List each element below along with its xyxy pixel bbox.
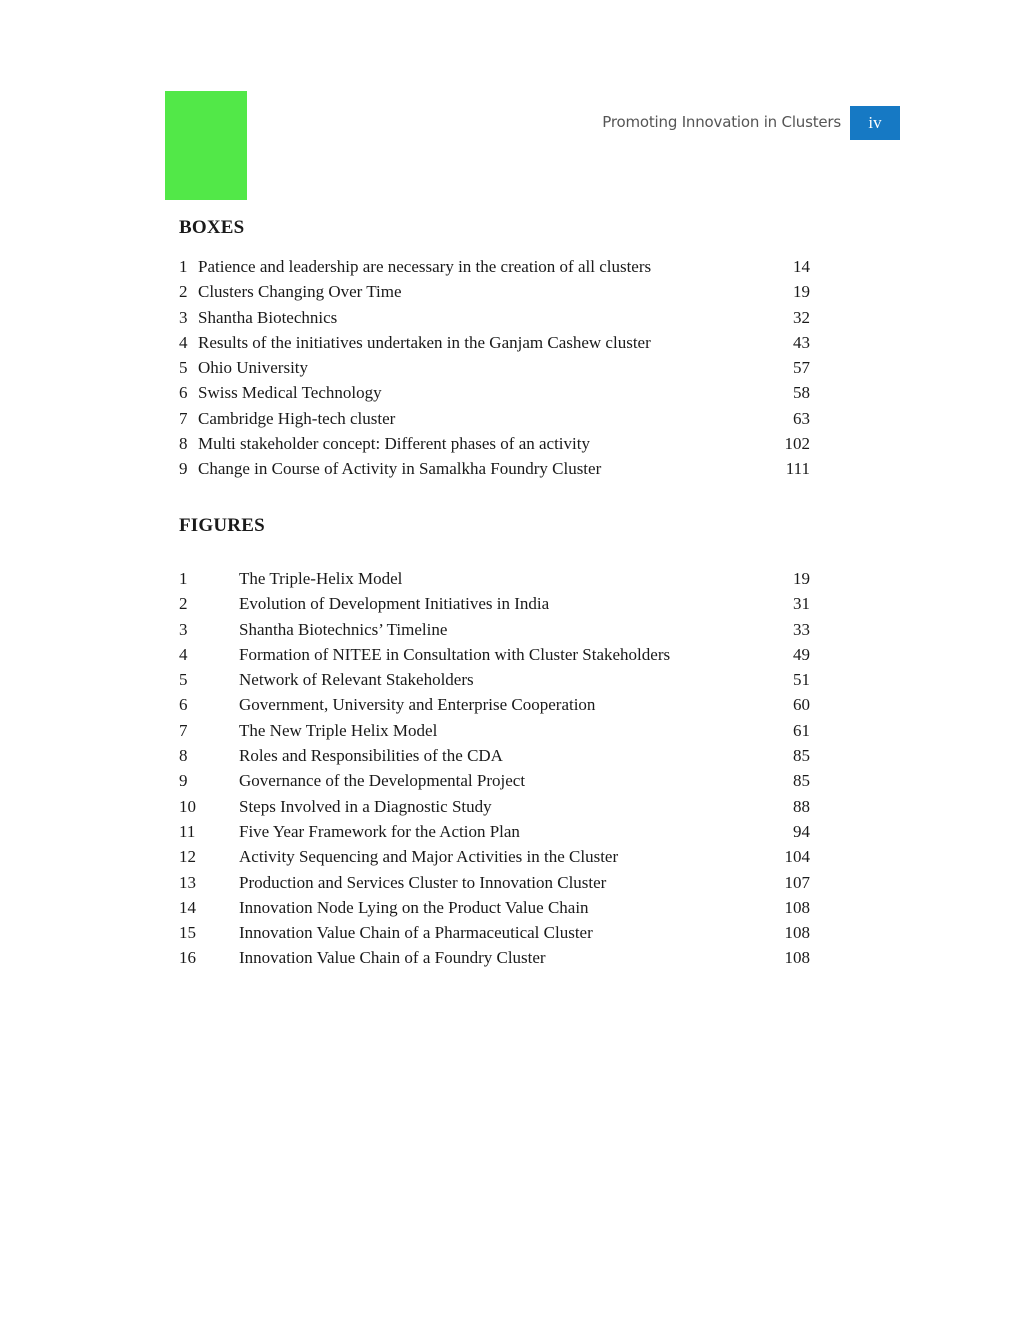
entry-page-number: 61 — [793, 720, 810, 740]
entry-number: 8 — [179, 434, 188, 454]
entry-page-number: 33 — [793, 619, 810, 639]
figure-entry — [179, 821, 810, 846]
entry-page-number: 14 — [793, 257, 810, 276]
entry-page-number: 32 — [793, 307, 810, 327]
box-entry — [179, 357, 810, 382]
entry-number: 12 — [179, 847, 196, 867]
figure-entry — [179, 846, 810, 871]
box-entry — [179, 382, 810, 407]
entry-page-number: 94 — [793, 821, 810, 841]
figure-entry — [179, 644, 810, 669]
entry-number: 4 — [179, 644, 188, 664]
figure-entry — [179, 745, 810, 770]
figure-entry — [179, 593, 810, 618]
page-number-tab: iv — [850, 106, 900, 140]
figure-entry — [179, 619, 810, 644]
entry-title: Innovation Value Chain of a Foundry Cluster — [239, 948, 546, 968]
box-entry — [179, 332, 810, 357]
entry-title: Shantha Biotechnics’ Timeline — [239, 619, 448, 639]
entry-page-number: 51 — [793, 670, 810, 690]
entry-number: 11 — [179, 821, 196, 841]
entry-title: Evolution of Development Initiatives in India — [239, 594, 550, 614]
figure-entry — [179, 720, 810, 745]
box-entry — [179, 458, 810, 483]
entry-title: Multi stakeholder concept: Different phases of an activity — [198, 434, 590, 454]
entry-number: 16 — [179, 948, 196, 968]
entry-number: 8 — [179, 746, 188, 766]
entry-page-number: 85 — [793, 746, 810, 766]
entry-page-number: 58 — [793, 383, 810, 403]
entry-title: Clusters Changing Over Time — [198, 282, 402, 302]
entry-title: Cambridge High-tech cluster — [198, 408, 396, 428]
entry-number: 1 — [179, 257, 188, 276]
figure-entry — [179, 796, 810, 821]
entry-page-number: 107 — [784, 872, 810, 892]
entry-page-number: 49 — [793, 644, 810, 664]
entry-number: 2 — [179, 594, 188, 614]
entry-number: 2 — [179, 282, 188, 302]
figure-entry — [179, 770, 810, 795]
entry-title: Government, University and Enterprise Cooperation — [239, 695, 596, 715]
entry-number: 15 — [179, 923, 196, 943]
box-entry — [179, 256, 810, 281]
entry-page-number: 31 — [793, 594, 810, 614]
entry-number: 5 — [179, 358, 188, 378]
running-title: Promoting Innovation in Clusters — [602, 113, 841, 131]
box-entry — [179, 281, 810, 306]
entry-number: 6 — [179, 383, 188, 403]
entry-page-number: 111 — [785, 459, 810, 479]
boxes-list — [179, 256, 810, 484]
entry-title: Roles and Responsibilities of the CDA — [239, 746, 503, 766]
entry-number: 7 — [179, 408, 188, 428]
entry-title: Production and Services Cluster to Innovation Cluster — [239, 872, 607, 892]
entry-title: Governance of the Developmental Project — [239, 771, 526, 791]
entry-page-number: 108 — [784, 897, 810, 917]
entry-title: Change in Course of Activity in Samalkha Foundry Cluster — [198, 459, 602, 479]
entry-page-number: 104 — [784, 847, 810, 867]
entry-title: Formation of NITEE in Consultation with Cluster Stakeholders — [239, 644, 671, 664]
entry-title: Steps Involved in a Diagnostic Study — [239, 796, 492, 816]
entry-page-number: 85 — [793, 771, 810, 791]
entry-number: 14 — [179, 897, 196, 917]
box-entry — [179, 307, 810, 332]
entry-title: Innovation Value Chain of a Pharmaceutical Cluster — [239, 923, 593, 943]
entry-number: 6 — [179, 695, 188, 715]
entry-page-number: 102 — [784, 434, 810, 454]
entry-number: 9 — [179, 459, 188, 479]
entry-number: 5 — [179, 670, 188, 690]
entry-number: 7 — [179, 720, 188, 740]
entry-page-number: 60 — [793, 695, 810, 715]
entry-title: The New Triple Helix Model — [239, 720, 438, 740]
entry-title: Results of the initiatives undertaken in the Ganjam Cashew cluster — [198, 332, 651, 352]
chapter-color-block — [165, 91, 247, 200]
entry-page-number: 43 — [793, 332, 810, 352]
entry-number: 10 — [179, 796, 196, 816]
entry-page-number: 88 — [793, 796, 810, 816]
figure-entry — [179, 669, 810, 694]
box-entry — [179, 433, 810, 458]
entry-number: 1 — [179, 569, 188, 588]
boxes-heading: BOXES — [179, 217, 245, 238]
entry-number: 3 — [179, 619, 188, 639]
figure-entry — [179, 947, 810, 972]
entry-page-number: 57 — [793, 358, 810, 378]
entry-page-number: 108 — [784, 948, 810, 968]
entry-title: Network of Relevant Stakeholders — [239, 670, 474, 690]
entry-title: Innovation Node Lying on the Product Value Chain — [239, 897, 589, 917]
entry-number: 4 — [179, 332, 188, 352]
entry-page-number: 108 — [784, 923, 810, 943]
entry-title: Shantha Biotechnics — [198, 307, 338, 327]
figure-entry — [179, 568, 810, 593]
entry-title: Swiss Medical Technology — [198, 383, 382, 403]
entry-number: 9 — [179, 771, 188, 791]
figures-heading: FIGURES — [179, 515, 265, 536]
entry-number: 13 — [179, 872, 196, 892]
entry-title: Patience and leadership are necessary in the creation of all clusters — [198, 257, 652, 276]
figures-list — [179, 568, 810, 973]
entry-title: Ohio University — [198, 358, 309, 378]
entry-title: Five Year Framework for the Action Plan — [239, 821, 520, 841]
entry-title: Activity Sequencing and Major Activities in the Cluster — [239, 847, 619, 867]
entry-page-number: 19 — [793, 282, 810, 302]
entry-number: 3 — [179, 307, 188, 327]
figure-entry — [179, 922, 810, 947]
figure-entry — [179, 897, 810, 922]
figure-entry — [179, 872, 810, 897]
box-entry — [179, 408, 810, 433]
entry-title: The Triple-Helix Model — [239, 569, 403, 588]
entry-page-number: 19 — [793, 569, 810, 588]
figure-entry — [179, 694, 810, 719]
entry-page-number: 63 — [793, 408, 810, 428]
